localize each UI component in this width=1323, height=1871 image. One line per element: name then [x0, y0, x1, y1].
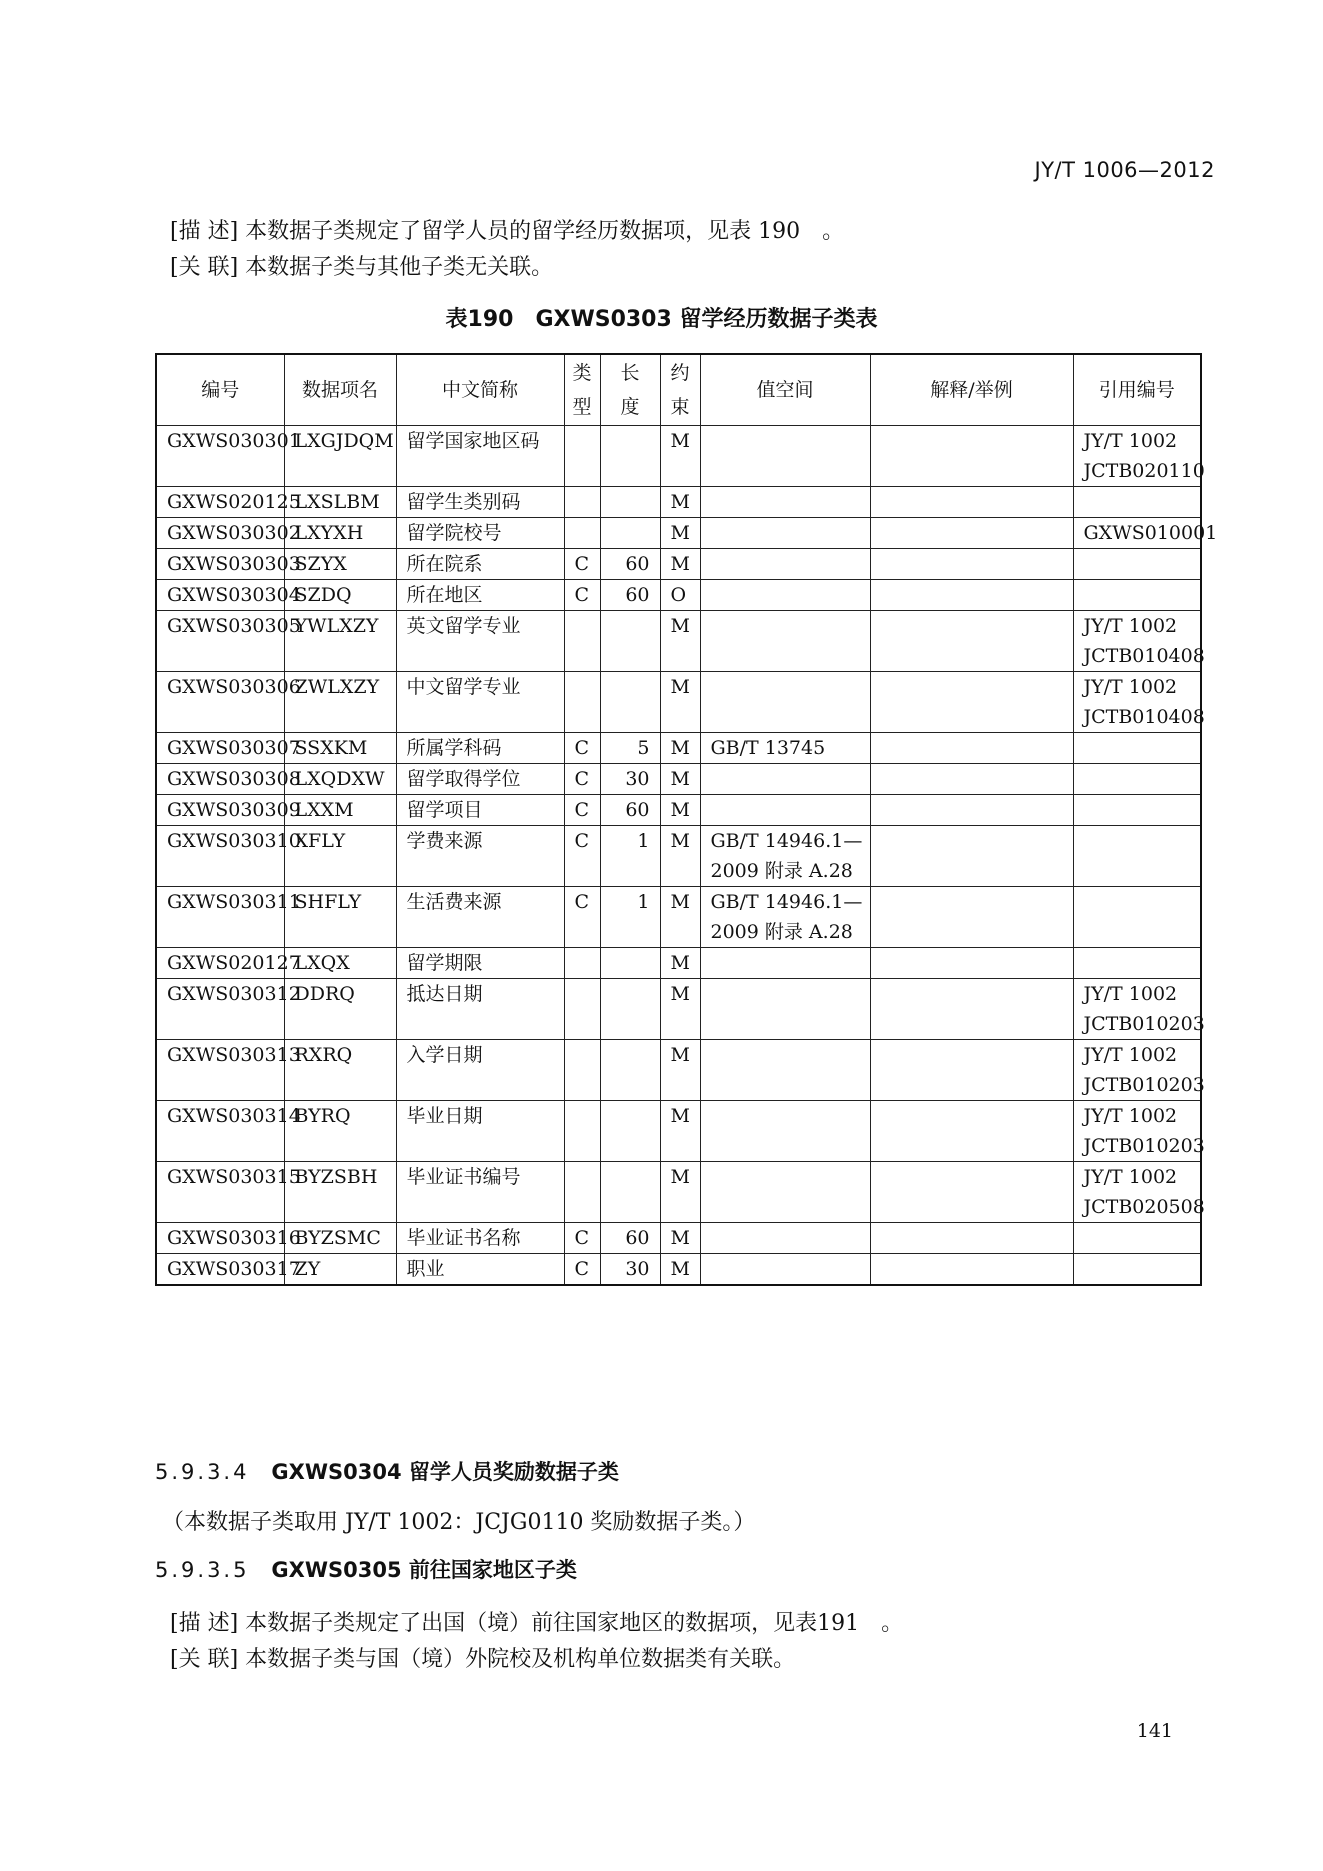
- cell-length: [600, 1101, 660, 1162]
- header-reference: 引用编号: [1073, 354, 1201, 426]
- table-row: [156, 549, 1201, 580]
- cell-id: GXWS030307: [156, 733, 284, 764]
- cell-cn-name: 毕业日期: [396, 1101, 564, 1162]
- cell-reference: [1073, 1223, 1201, 1254]
- section2-relation: [170, 1642, 795, 1673]
- cell-id: GXWS030302: [156, 518, 284, 549]
- cell-item-name: BYRQ: [284, 1101, 396, 1162]
- cell-explanation: [870, 611, 1073, 672]
- cell-value-space: [700, 1101, 870, 1162]
- cell-value-space: GB/T 14946.1— 2009 附录 A.28: [700, 826, 870, 887]
- cell-reference: JY/T 1002 JCTB010203: [1073, 1101, 1201, 1162]
- table-row: [156, 887, 1201, 948]
- cell-constraint: M: [660, 1040, 700, 1101]
- cell-item-name: BYZSMC: [284, 1223, 396, 1254]
- cell-cn-name: 留学取得学位: [396, 764, 564, 795]
- cell-value-space: [700, 580, 870, 611]
- table-body: [156, 426, 1218, 1286]
- cell-type: C: [564, 887, 600, 948]
- table-row: [156, 611, 1201, 672]
- cell-explanation: [870, 1223, 1073, 1254]
- cell-item-name: SZYX: [284, 549, 396, 580]
- cell-explanation: [870, 672, 1073, 733]
- cell-constraint: M: [660, 764, 700, 795]
- cell-length: [600, 426, 660, 487]
- cell-constraint: M: [660, 487, 700, 518]
- cell-value-space: [700, 1162, 870, 1223]
- cell-value-space: [700, 549, 870, 580]
- cell-cn-name: 留学期限: [396, 948, 564, 979]
- cell-id: GXWS030311: [156, 887, 284, 948]
- table-row: [156, 1040, 1201, 1101]
- cell-reference: JY/T 1002 JCTB010203: [1073, 1040, 1201, 1101]
- cell-cn-name: 入学日期: [396, 1040, 564, 1101]
- cell-type: [564, 1040, 600, 1101]
- table-row: [156, 1223, 1201, 1254]
- cell-item-name: SSXKM: [284, 733, 396, 764]
- intro-description: [170, 214, 844, 245]
- cell-length: [600, 518, 660, 549]
- header-cn-name: 中文简称: [396, 354, 564, 426]
- cell-reference: JY/T 1002 JCTB020110: [1073, 426, 1201, 487]
- table-header-row: [156, 354, 1201, 426]
- cell-value-space: GB/T 13745: [700, 733, 870, 764]
- cell-value-space: [700, 518, 870, 549]
- cell-cn-name: 抵达日期: [396, 979, 564, 1040]
- section-heading-5-9-3-5: [155, 1554, 577, 1584]
- cell-id: GXWS030317: [156, 1254, 284, 1286]
- cell-reference: [1073, 487, 1201, 518]
- cell-value-space: [700, 672, 870, 733]
- cell-cn-name: 学费来源: [396, 826, 564, 887]
- relation-text: 本数据子类与国（境）外院校及机构单位数据类有关联。: [245, 1647, 796, 1672]
- cell-reference: [1073, 795, 1201, 826]
- cell-constraint: M: [660, 795, 700, 826]
- standard-code: JY/T 1006—2012: [1034, 158, 1215, 182]
- cell-value-space: [700, 611, 870, 672]
- page-number: 141: [1136, 1720, 1173, 1742]
- cell-item-name: RXRQ: [284, 1040, 396, 1101]
- description-tag: [描 述]: [170, 1611, 239, 1636]
- cell-value-space: [700, 795, 870, 826]
- cell-id: GXWS030308: [156, 764, 284, 795]
- section-number: 5.9.3.4: [155, 1460, 250, 1484]
- cell-type: C: [564, 580, 600, 611]
- cell-type: [564, 1101, 600, 1162]
- cell-reference: JY/T 1002 JCTB010408: [1073, 611, 1201, 672]
- cell-value-space: [700, 1254, 870, 1286]
- cell-item-name: BYZSBH: [284, 1162, 396, 1223]
- cell-explanation: [870, 795, 1073, 826]
- cell-type: C: [564, 1223, 600, 1254]
- cell-cn-name: 留学国家地区码: [396, 426, 564, 487]
- cell-reference: [1073, 887, 1201, 948]
- cell-type: [564, 426, 600, 487]
- cell-cn-name: 留学院校号: [396, 518, 564, 549]
- cell-cn-name: 留学项目: [396, 795, 564, 826]
- cell-length: 60: [600, 795, 660, 826]
- cell-length: [600, 979, 660, 1040]
- cell-length: 5: [600, 733, 660, 764]
- cell-cn-name: 所在院系: [396, 549, 564, 580]
- intro-relation: [170, 250, 553, 281]
- cell-value-space: [700, 426, 870, 487]
- table-row: [156, 580, 1201, 611]
- cell-explanation: [870, 487, 1073, 518]
- cell-cn-name: 英文留学专业: [396, 611, 564, 672]
- cell-length: [600, 1040, 660, 1101]
- cell-item-name: DDRQ: [284, 979, 396, 1040]
- cell-reference: JY/T 1002 JCTB010408: [1073, 672, 1201, 733]
- cell-value-space: [700, 764, 870, 795]
- cell-explanation: [870, 549, 1073, 580]
- table-caption: 表190 GXWS0303 留学经历数据子类表: [445, 307, 878, 332]
- cell-type: [564, 672, 600, 733]
- cell-item-name: LXQX: [284, 948, 396, 979]
- section-title: GXWS0305 前往国家地区子类: [271, 1558, 577, 1582]
- cell-type: [564, 487, 600, 518]
- cell-explanation: [870, 426, 1073, 487]
- cell-explanation: [870, 1162, 1073, 1223]
- cell-length: [600, 611, 660, 672]
- cell-cn-name: 留学生类别码: [396, 487, 564, 518]
- table-row: [156, 795, 1201, 826]
- cell-constraint: M: [660, 1223, 700, 1254]
- cell-type: [564, 518, 600, 549]
- table-row: [156, 1101, 1201, 1162]
- table-row: [156, 979, 1201, 1040]
- cell-reference: [1073, 764, 1201, 795]
- cell-cn-name: 生活费来源: [396, 887, 564, 948]
- cell-item-name: LXQDXW: [284, 764, 396, 795]
- section-heading-5-9-3-4: [155, 1456, 619, 1486]
- cell-explanation: [870, 733, 1073, 764]
- header-id: 编号: [156, 354, 284, 426]
- cell-item-name: LXXM: [284, 795, 396, 826]
- cell-length: 60: [600, 1223, 660, 1254]
- cell-reference: [1073, 733, 1201, 764]
- cell-id: GXWS020127: [156, 948, 284, 979]
- cell-type: C: [564, 733, 600, 764]
- cell-constraint: M: [660, 1101, 700, 1162]
- cell-item-name: XFLY: [284, 826, 396, 887]
- section-title: GXWS0304 留学人员奖励数据子类: [271, 1460, 619, 1484]
- cell-type: C: [564, 1254, 600, 1286]
- cell-reference: [1073, 1254, 1201, 1286]
- cell-type: C: [564, 795, 600, 826]
- section2-description: [170, 1606, 903, 1637]
- cell-reference: [1073, 948, 1201, 979]
- cell-length: 60: [600, 549, 660, 580]
- relation-tag: [关 联]: [170, 1647, 239, 1672]
- header-explanation: 解释/举例: [870, 354, 1073, 426]
- description-tag: [描 述]: [170, 219, 239, 244]
- cell-length: [600, 672, 660, 733]
- cell-id: GXWS030313: [156, 1040, 284, 1101]
- cell-cn-name: 中文留学专业: [396, 672, 564, 733]
- cell-constraint: M: [660, 426, 700, 487]
- cell-reference: [1073, 580, 1201, 611]
- cell-value-space: [700, 979, 870, 1040]
- cell-id: GXWS030312: [156, 979, 284, 1040]
- cell-id: GXWS030304: [156, 580, 284, 611]
- cell-type: C: [564, 764, 600, 795]
- cell-reference: [1073, 826, 1201, 887]
- cell-value-space: [700, 1040, 870, 1101]
- cell-id: GXWS030306: [156, 672, 284, 733]
- table-row: [156, 1162, 1201, 1223]
- cell-id: GXWS020125: [156, 487, 284, 518]
- cell-reference: GXWS010001: [1073, 518, 1201, 549]
- cell-item-name: SZDQ: [284, 580, 396, 611]
- cell-constraint: M: [660, 733, 700, 764]
- cell-value-space: [700, 948, 870, 979]
- header-constraint: 约 束: [660, 354, 700, 426]
- cell-explanation: [870, 979, 1073, 1040]
- cell-constraint: M: [660, 611, 700, 672]
- cell-explanation: [870, 1040, 1073, 1101]
- relation-text: 本数据子类与其他子类无关联。: [245, 255, 554, 280]
- cell-item-name: LXGJDQM: [284, 426, 396, 487]
- table-row: [156, 948, 1201, 979]
- cell-type: C: [564, 826, 600, 887]
- cell-explanation: [870, 887, 1073, 948]
- cell-cn-name: 毕业证书名称: [396, 1223, 564, 1254]
- data-items-table: [155, 353, 1218, 1286]
- cell-item-name: ZY: [284, 1254, 396, 1286]
- cell-item-name: ZWLXZY: [284, 672, 396, 733]
- cell-item-name: LXSLBM: [284, 487, 396, 518]
- cell-item-name: SHFLY: [284, 887, 396, 948]
- cell-id: GXWS030305: [156, 611, 284, 672]
- cell-cn-name: 所在地区: [396, 580, 564, 611]
- cell-cn-name: 毕业证书编号: [396, 1162, 564, 1223]
- cell-length: [600, 487, 660, 518]
- cell-constraint: M: [660, 672, 700, 733]
- table-row: [156, 1254, 1201, 1286]
- description-text: 本数据子类规定了出国（境）前往国家地区的数据项，见表191 。: [245, 1611, 904, 1636]
- table-row: [156, 518, 1201, 549]
- cell-item-name: LXYXH: [284, 518, 396, 549]
- cell-id: GXWS030310: [156, 826, 284, 887]
- cell-explanation: [870, 1254, 1073, 1286]
- cell-length: 30: [600, 764, 660, 795]
- cell-explanation: [870, 580, 1073, 611]
- relation-tag: [关 联]: [170, 255, 239, 280]
- cell-constraint: M: [660, 1162, 700, 1223]
- table-row: [156, 487, 1201, 518]
- cell-type: [564, 1162, 600, 1223]
- header-value-space: 值空间: [700, 354, 870, 426]
- table-row: [156, 733, 1201, 764]
- description-text: 本数据子类规定了留学人员的留学经历数据项，见表 190 。: [245, 219, 845, 244]
- cell-length: 1: [600, 887, 660, 948]
- cell-explanation: [870, 948, 1073, 979]
- cell-type: [564, 979, 600, 1040]
- cell-id: GXWS030316: [156, 1223, 284, 1254]
- header-length: 长 度: [600, 354, 660, 426]
- section-number: 5.9.3.5: [155, 1558, 250, 1582]
- cell-constraint: M: [660, 1254, 700, 1286]
- table-row: [156, 426, 1201, 487]
- header-item-name: 数据项名: [284, 354, 396, 426]
- cell-value-space: [700, 487, 870, 518]
- cell-length: 1: [600, 826, 660, 887]
- cell-explanation: [870, 764, 1073, 795]
- cell-length: 30: [600, 1254, 660, 1286]
- cell-explanation: [870, 1101, 1073, 1162]
- cell-explanation: [870, 518, 1073, 549]
- cell-id: GXWS030303: [156, 549, 284, 580]
- section-note: （本数据子类取用 JY/T 1002：JCJG0110 奖励数据子类。）: [162, 1510, 756, 1535]
- cell-reference: JY/T 1002 JCTB020508: [1073, 1162, 1201, 1223]
- cell-constraint: M: [660, 826, 700, 887]
- table-row: [156, 826, 1201, 887]
- cell-type: [564, 948, 600, 979]
- cell-item-name: YWLXZY: [284, 611, 396, 672]
- cell-constraint: O: [660, 580, 700, 611]
- cell-constraint: M: [660, 887, 700, 948]
- cell-id: GXWS030314: [156, 1101, 284, 1162]
- table-row: [156, 672, 1201, 733]
- header-type: 类 型: [564, 354, 600, 426]
- cell-id: GXWS030315: [156, 1162, 284, 1223]
- cell-id: GXWS030301: [156, 426, 284, 487]
- cell-length: 60: [600, 580, 660, 611]
- cell-constraint: M: [660, 948, 700, 979]
- cell-cn-name: 所属学科码: [396, 733, 564, 764]
- cell-id: GXWS030309: [156, 795, 284, 826]
- cell-type: C: [564, 549, 600, 580]
- table-row: [156, 764, 1201, 795]
- cell-type: [564, 611, 600, 672]
- cell-value-space: GB/T 14946.1— 2009 附录 A.28: [700, 887, 870, 948]
- cell-constraint: M: [660, 979, 700, 1040]
- cell-cn-name: 职业: [396, 1254, 564, 1286]
- cell-reference: JY/T 1002 JCTB010203: [1073, 979, 1201, 1040]
- cell-value-space: [700, 1223, 870, 1254]
- cell-explanation: [870, 826, 1073, 887]
- cell-constraint: M: [660, 518, 700, 549]
- cell-length: [600, 948, 660, 979]
- cell-length: [600, 1162, 660, 1223]
- cell-reference: [1073, 549, 1201, 580]
- cell-constraint: M: [660, 549, 700, 580]
